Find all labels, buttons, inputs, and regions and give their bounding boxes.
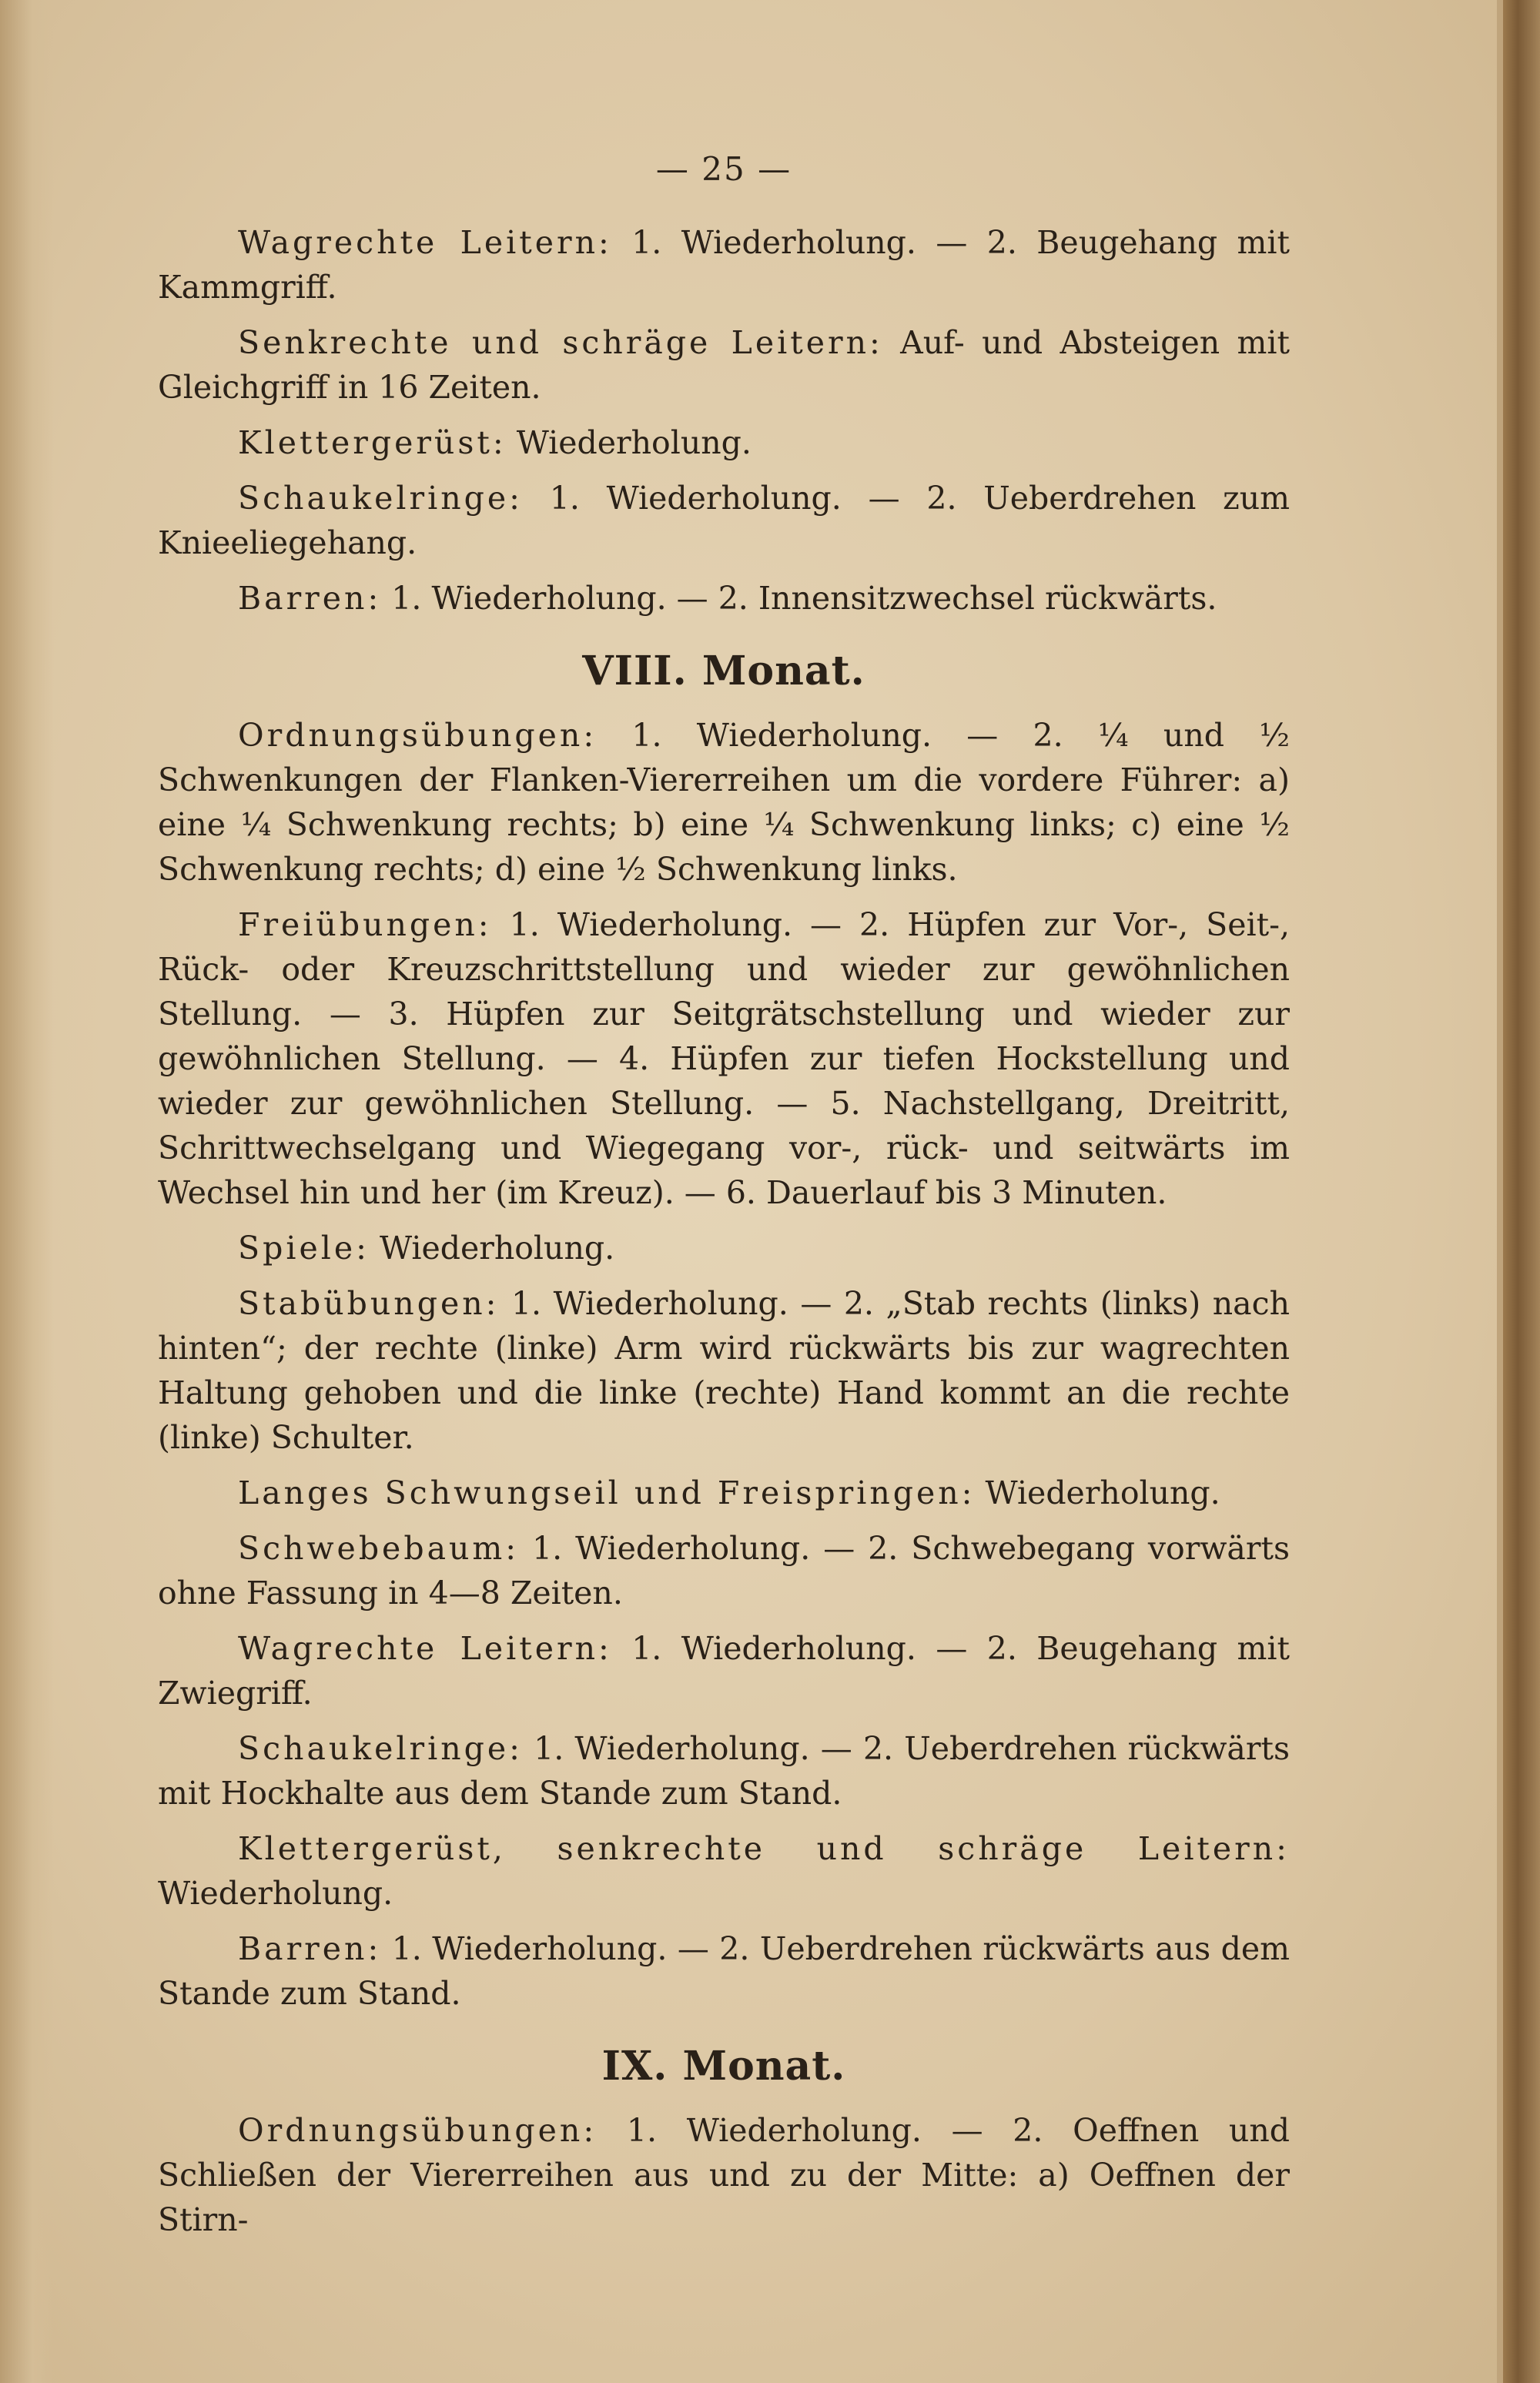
- paragraph-heading: Ordnungsübungen:: [238, 2112, 598, 2149]
- paragraph: [158, 1626, 1290, 1715]
- paragraph: [158, 420, 1290, 465]
- paragraph-heading: Klettergerüst:: [238, 424, 507, 461]
- paragraph-text: 1. Wiederholung. — 2. Oeffnen und Schließen der Viererreihen aus und zu der Mitte: a) Oeffnen der Stirn-: [158, 2112, 1290, 2238]
- paragraph: [158, 320, 1290, 410]
- paragraph-heading: Stabübungen:: [238, 1285, 500, 1322]
- paragraph-heading: Wagrechte Leitern:: [238, 224, 612, 261]
- paragraph-text: Auf- und Absteigen mit Gleichgriff in 16 Zeiten.: [158, 324, 1290, 406]
- paragraph: [158, 1826, 1290, 1916]
- page-edge: [1497, 0, 1503, 2383]
- section-heading: VIII. Monat.: [582, 648, 865, 694]
- paragraph: [158, 476, 1290, 565]
- paragraph: [158, 1281, 1290, 1460]
- section-heading: IX. Monat.: [601, 2043, 846, 2090]
- page-gutter: [0, 0, 54, 2383]
- paragraph-heading: Freiübungen:: [238, 906, 492, 943]
- paragraph: [158, 1726, 1290, 1816]
- paragraph-heading: Barren:: [238, 580, 382, 617]
- paragraph: [158, 713, 1290, 892]
- paragraph: [158, 576, 1290, 621]
- paragraph-text: Wiederholung.: [506, 424, 752, 461]
- paragraph-text: 1. Wiederholung. — 2. Ueberdrehen rückwärts mit Hockhalte aus dem Stande zum Stand.: [158, 1730, 1290, 1812]
- paragraph-text: 1. Wiederholung. — 2. Innensitzwechsel rückwärts.: [381, 580, 1217, 617]
- paragraph-heading: Schaukelringe:: [238, 1730, 523, 1767]
- paragraph: [158, 902, 1290, 1215]
- paragraph-text: 1. Wiederholung. — 2. „Stab rechts (links) nach hinten“; der rechte (linke) Arm wird rückwärts bis zur wagrechten Haltung gehoben und die linke (rechte) Hand kommt an die rechte (linke) Schulter.: [158, 1285, 1290, 1456]
- paragraph-text: Wiederholung.: [975, 1474, 1220, 1511]
- paragraph-text: 1. Wiederholung. — 2. Hüpfen zur Vor-, Seit-, Rück- oder Kreuzschrittstellung und wieder zur gewöhnlichen Stellung. — 3. Hüpfen zur Seitgrätschstellung und wieder zur gewöhnlichen Stellung. — 4. Hüpfen zur tiefen Hockstellung und wieder zur gewöhnlichen Stellung. — 5. Nachstellgang, Dreitritt, Schrittwechselgang und Wiegegang vor-, rück- und seitwärts im Wechsel hin und her (im Kreuz). — 6. Dauerlauf bis 3 Minuten.: [158, 906, 1290, 1211]
- page-number: — 25 —: [655, 150, 792, 188]
- paragraph-heading: Senkrechte und schräge Leitern:: [238, 324, 883, 361]
- paragraph-text: 1. Wiederholung. — 2. Schwebegang vorwärts ohne Fassung in 4—8 Zeiten.: [158, 1530, 1290, 1612]
- paragraph-text: 1. Wiederholung. — 2. ¼ und ½ Schwenkungen der Flanken-Viererreihen um die vordere Führer: a) eine ¼ Schwenkung rechts; b) eine ¼ Schwenkung links; c) eine ½ Schwenkung rechts; d) eine ½ Schwenkung links.: [158, 717, 1290, 888]
- paragraph-text: Wiederholung.: [369, 1230, 615, 1267]
- paragraph-text: Wiederholung.: [158, 1875, 393, 1912]
- paragraph-text: 1. Wiederholung. — 2. Ueberdrehen zum Knieeliegehang.: [158, 480, 1290, 561]
- paragraph-heading: Schwebebaum:: [238, 1530, 520, 1567]
- paragraph-heading: Ordnungsübungen:: [238, 717, 598, 754]
- paragraph-heading: Schaukelringe:: [238, 480, 523, 517]
- paragraph: [158, 1926, 1290, 2016]
- paragraph-text: 1. Wiederholung. — 2. Ueberdrehen rückwärts aus dem Stande zum Stand.: [158, 1930, 1290, 2012]
- paragraph: [158, 220, 1290, 310]
- paragraph-heading: Spiele:: [238, 1230, 370, 1267]
- paragraph-heading: Barren:: [238, 1930, 382, 1967]
- paragraph: [158, 1471, 1290, 1515]
- paragraph-heading: Langes Schwungseil und Freispringen:: [238, 1474, 976, 1511]
- paragraph-text: 1. Wiederholung. — 2. Beugehang mit Zwiegriff.: [158, 1630, 1290, 1712]
- paragraph-heading: Klettergerüst, senkrechte und schräge Leitern:: [238, 1830, 1290, 1867]
- page-text: [158, 150, 1290, 2253]
- paragraph: [158, 2108, 1290, 2242]
- paragraph-heading: Wagrechte Leitern:: [238, 1630, 612, 1667]
- paragraph: [158, 1226, 1290, 1270]
- book-edge: [1503, 0, 1540, 2383]
- paragraph-text: 1. Wiederholung. — 2. Beugehang mit Kammgriff.: [158, 224, 1290, 306]
- paragraph: [158, 1526, 1290, 1615]
